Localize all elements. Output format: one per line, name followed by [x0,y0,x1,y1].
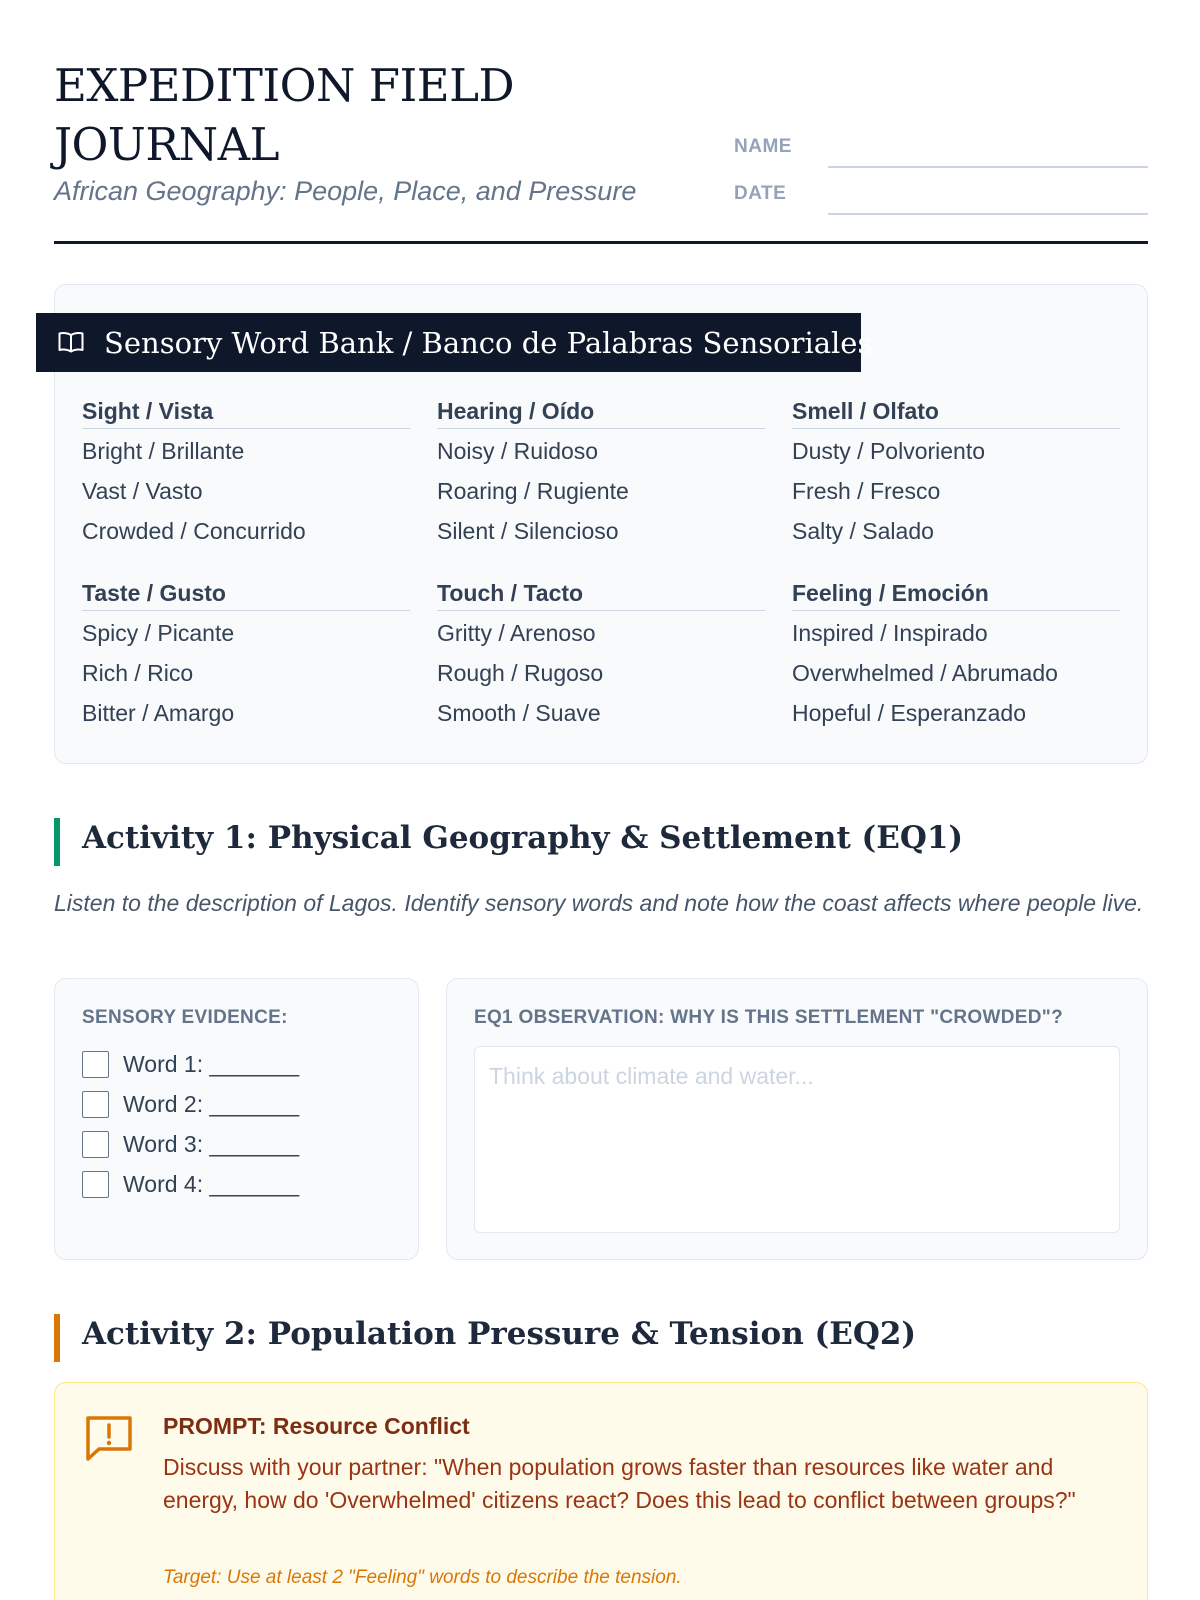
word-item: Inspired / Inspirado [792,620,988,646]
evidence-item-1[interactable] [82,1049,299,1079]
word-item: Smooth / Suave [437,700,601,726]
name-line[interactable] [828,166,1148,168]
journal-page [54,0,1148,1588]
category-sight [82,395,410,551]
word-item: Roaring / Rugiente [437,478,629,504]
evidence-checkbox[interactable] [82,1131,109,1158]
category-touch [437,577,765,733]
evidence-text: Word 2: _______ [123,1090,300,1117]
category-feeling [792,577,1120,733]
name-field[interactable] [734,128,1148,168]
word-item: Noisy / Ruidoso [437,438,599,464]
word-item: Crowded / Concurrido [82,518,306,544]
activity-2-heading [54,1314,1148,1362]
message-alert-icon [83,1413,135,1463]
evidence-item-2[interactable] [82,1089,299,1119]
word-item: Rough / Rugoso [437,660,604,686]
word-bank-banner [36,313,873,372]
sensory-evidence-card [54,978,419,1260]
evidence-checkbox[interactable] [82,1051,109,1078]
date-label: DATE [734,183,787,204]
sensory-evidence-label: SENSORY EVIDENCE: [82,1007,288,1028]
observation-label: EQ1 OBSERVATION: WHY IS THIS SETTLEMENT "CROWDED"? [474,1007,1063,1028]
page-title: EXPEDITION FIELD JOURNAL [54,59,515,171]
word-item: Bright / Brillante [82,438,245,464]
category-heading: Hearing / Oído [437,395,765,429]
evidence-item-3[interactable] [82,1129,299,1159]
category-heading: Sight / Vista [82,395,410,429]
evidence-item-4[interactable] [82,1169,299,1199]
activity-1-accent-bar [54,818,60,866]
category-smell [792,395,1120,551]
word-item: Silent / Silencioso [437,518,619,544]
category-heading: Smell / Olfato [792,395,1120,429]
evidence-text: Word 3: _______ [123,1130,300,1157]
evidence-text: Word 4: _______ [123,1170,300,1197]
word-item: Spicy / Picante [82,620,235,646]
activity-2-title: Activity 2: Population Pressure & Tension (EQ2) [82,1316,917,1352]
category-heading: Touch / Tacto [437,577,765,611]
activity-1-heading [54,818,1148,866]
activity-2-accent-bar [54,1314,60,1362]
evidence-checkbox[interactable] [82,1171,109,1198]
evidence-text: Word 1: _______ [123,1050,300,1077]
page-subtitle: African Geography: People, Place, and Pressure [54,176,637,206]
word-item: Rich / Rico [82,660,194,686]
name-label: NAME [734,136,792,157]
evidence-checkbox[interactable] [82,1091,109,1118]
book-open-icon [58,331,84,353]
category-taste [82,577,410,733]
observation-textarea[interactable] [474,1046,1120,1233]
word-bank-title: Sensory Word Bank / Banco de Palabras Sensoriales [104,326,873,360]
word-item: Salty / Salado [792,518,934,544]
date-field[interactable] [734,175,1148,215]
journal-header [54,0,1148,244]
category-heading: Taste / Gusto [82,577,410,611]
word-item: Bitter / Amargo [82,700,235,726]
activity-1-title: Activity 1: Physical Geography & Settlement (EQ1) [82,820,964,856]
word-item: Hopeful / Esperanzado [792,700,1026,726]
date-line[interactable] [828,213,1148,215]
prompt-target: Target: Use at least 2 "Feeling" words to describe the tension. [163,1567,682,1588]
word-item: Dusty / Polvoriento [792,438,986,464]
word-item: Fresh / Fresco [792,478,941,504]
prompt-title: PROMPT: Resource Conflict [163,1413,470,1439]
category-heading: Feeling / Emoción [792,577,1120,611]
sensory-word-bank [54,284,1148,764]
prompt-text: Discuss with your partner: "When population grows faster than resources like water and energy, how do 'Overwhelmed' citizens react? Does this lead to conflict between groups?" [163,1454,1076,1513]
word-item: Overwhelmed / Abrumado [792,660,1058,686]
category-hearing [437,395,765,551]
observation-card [446,978,1148,1260]
word-item: Gritty / Arenoso [437,620,596,646]
discussion-prompt [54,1382,1148,1600]
activity-1-instructions: Listen to the description of Lagos. Identify sensory words and note how the coast affects where people live. [54,890,1144,916]
word-item: Vast / Vasto [82,478,203,504]
